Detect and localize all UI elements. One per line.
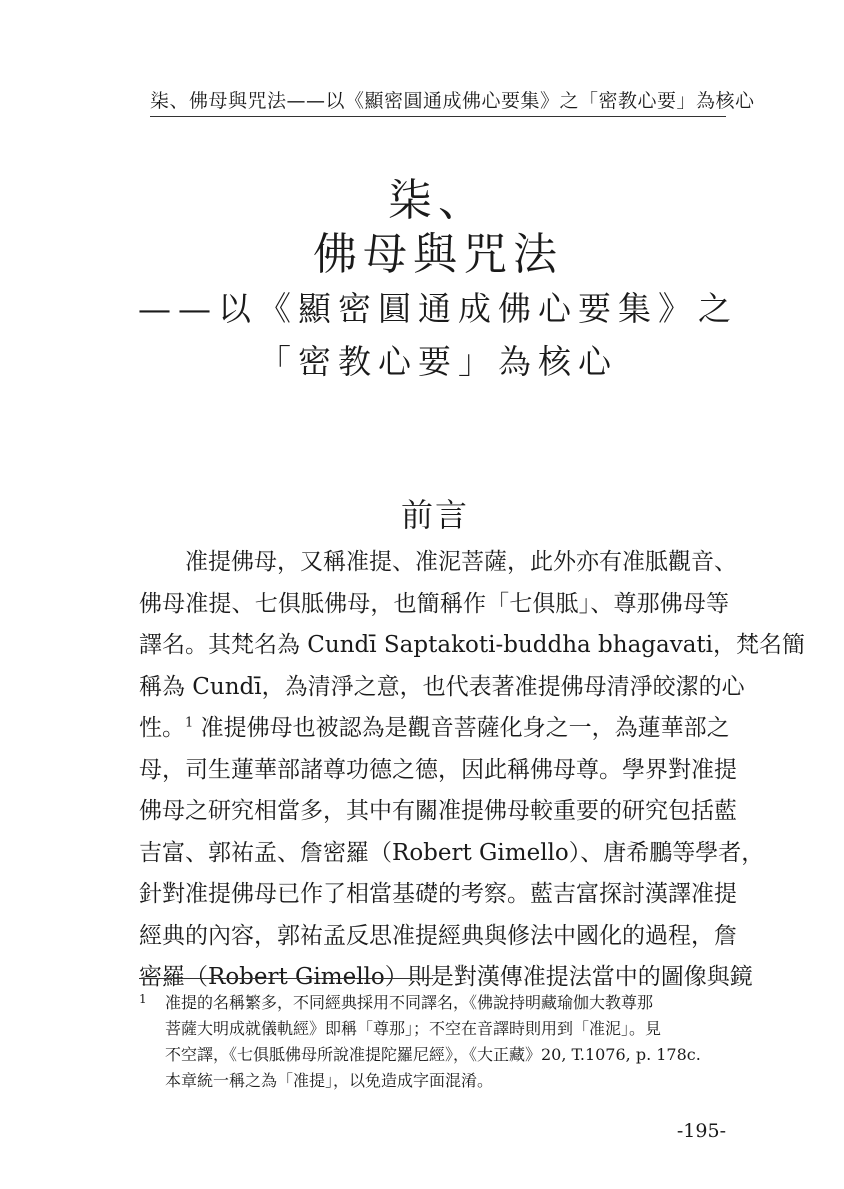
title-line-2: 佛母與咒法 — [313, 229, 563, 281]
page-number: -195- — [676, 1120, 726, 1142]
body-line: 譯名。其梵名為 Cundī Saptakoti-buddha bhagavati，梵名簡 — [139, 632, 806, 658]
section-heading: 前言 — [400, 496, 469, 534]
footnote-reference[interactable]: 1 — [185, 715, 194, 731]
body-paragraph — [139, 542, 806, 999]
title-line-1: 柒、 — [388, 175, 488, 226]
footnote-body — [139, 990, 729, 1094]
footnote-line: 本章統一稱之為「准提」，以免造成字面混淆。 — [165, 1071, 494, 1090]
body-line: 母，司生蓮華部諸尊功德之德，因此稱佛母尊。學界對准提 — [139, 756, 737, 783]
running-header: 柒、佛母與咒法——以《顯密圓通成佛心要集》之「密教心要」為核心 — [150, 90, 755, 112]
body-line-start: 性。 — [139, 715, 185, 741]
body-line-with-footnote — [139, 708, 729, 750]
title-line-4: 「密教心要」為核心 — [258, 342, 618, 382]
body-line: 針對准提佛母已作了相當基礎的考察。藍吉富探討漢譯准提 — [139, 881, 737, 907]
body-line: 經典的內容，郭祐孟反思准提經典與修法中國化的過程，詹 — [139, 922, 737, 949]
body-line: 佛母准提、七俱胝佛母，也簡稱作「七俱胝」、尊那佛母等 — [139, 590, 729, 617]
chapter-title — [100, 175, 776, 382]
footnote-number: 1 — [139, 992, 147, 1006]
footnote-line: 菩薩大明成就儀軌經》即稱「尊那」；不空在音譯時則用到「准泥」。見 — [165, 1019, 662, 1038]
footnote — [139, 990, 729, 1094]
body-line: 密羅（Robert Gimello）則是對漢傳准提法當中的圖像與鏡 — [139, 964, 753, 990]
footnote-line: 不空譯，《七俱胝佛母所說准提陀羅尼經》，《大正藏》20, T.1076, p. 178c. — [165, 1045, 701, 1064]
title-line-3: ——以《顯密圓通成佛心要集》之 — [138, 289, 738, 329]
footnote-rule — [139, 978, 433, 979]
body-line-rest: 准提佛母也被認為是觀音菩薩化身之一，為蓮華部之 — [200, 715, 730, 741]
body-line: 佛母之研究相當多，其中有關准提佛母較重要的研究包括藍 — [139, 798, 737, 824]
footnote-line: 准提的名稱繁多，不同經典採用不同譯名，《佛說持明藏瑜伽大教尊那 — [165, 993, 654, 1012]
header-rule — [150, 116, 726, 117]
body-line: 吉富、郭祐孟、詹密羅（Robert Gimello）、唐希鵬等學者， — [139, 839, 765, 866]
body-line: 稱為 Cundī，為清淨之意，也代表著准提佛母清淨皎潔的心 — [139, 673, 745, 700]
body-line: 准提佛母，又稱准提、准泥菩薩，此外亦有准胝觀音、 — [185, 549, 737, 575]
